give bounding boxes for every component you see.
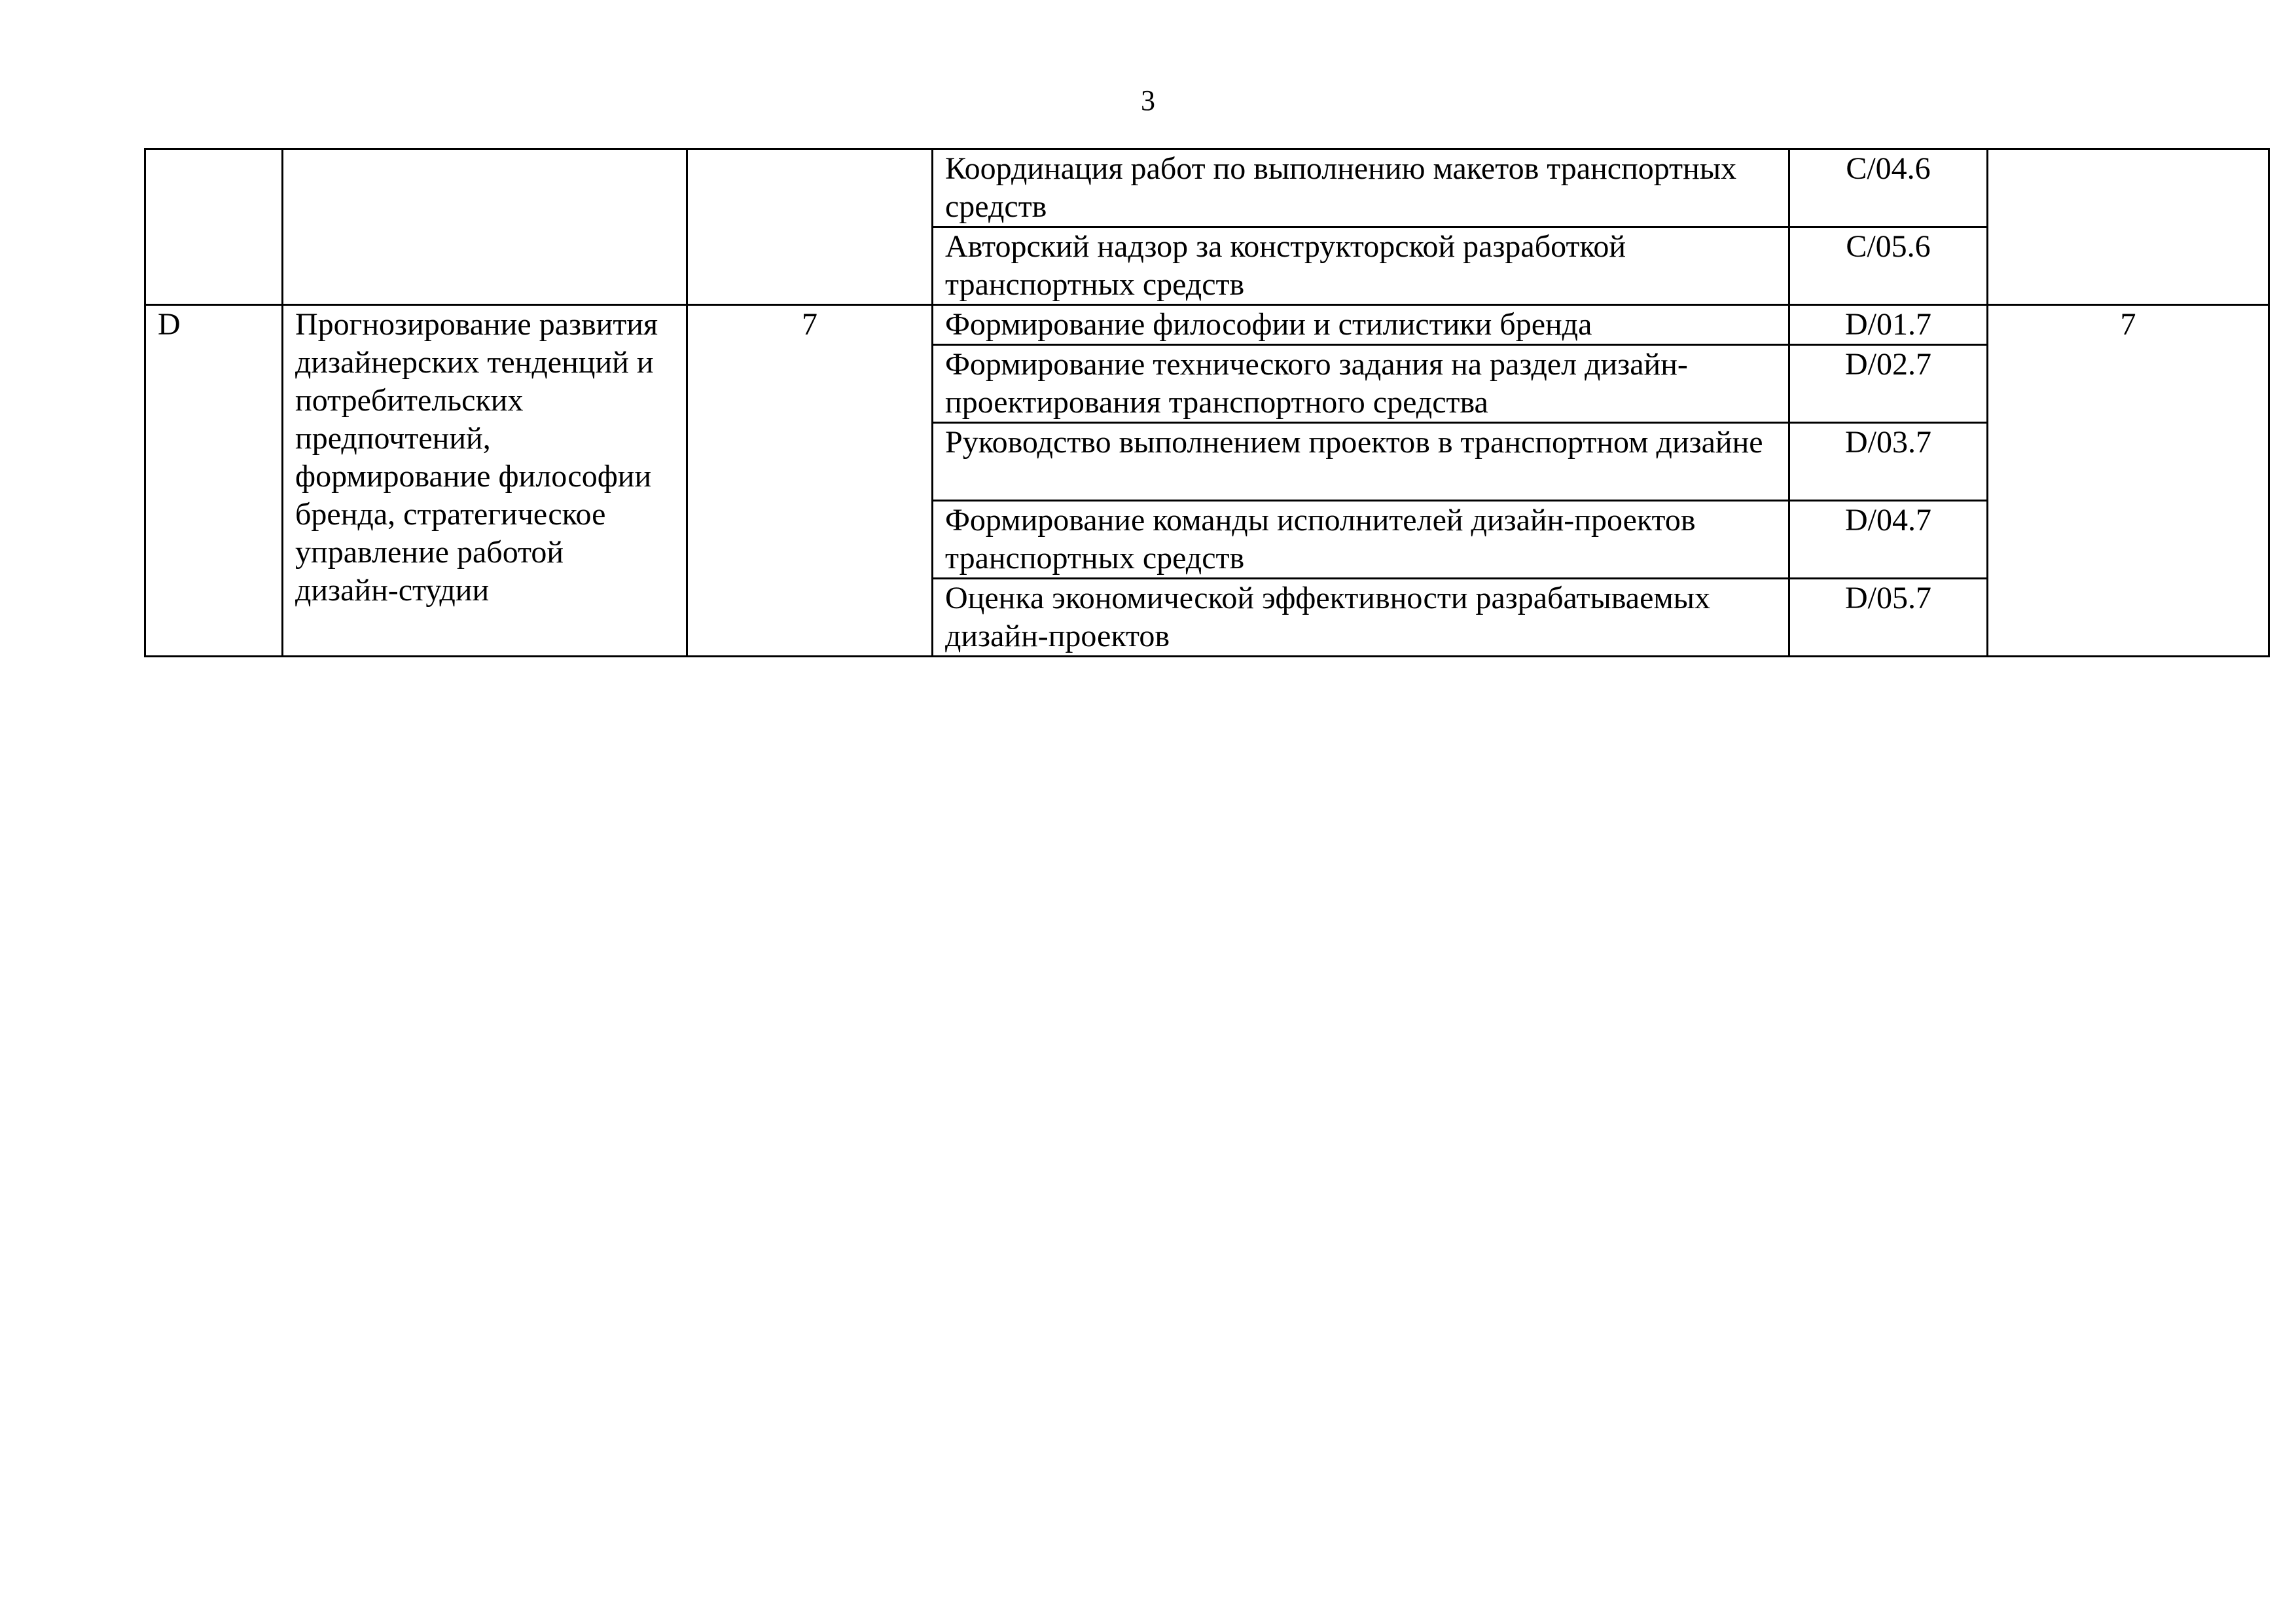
labor-function-name: Координация работ по выполнению макетов транспортных средств [933,149,1789,227]
sub-qualification-level: 7 [1988,305,2269,657]
labor-function-name: Формирование технического задания на раздел дизайн-проектирования транспортного средства [933,345,1789,423]
labor-function-name: Руководство выполнением проектов в транспортном дизайне [933,423,1789,501]
empty-sublevel-cell [1988,149,2269,305]
labor-function-name: Авторский надзор за конструкторской разработкой транспортных средств [933,227,1789,305]
generalized-function-name: Прогнозирование развития дизайнерских тенденций и потребительских предпочтений, формирование философии бренда, стратегическое управление работой дизайн-студии [283,305,687,657]
labor-function-code: D/01.7 [1789,305,1988,345]
labor-function-code: C/05.6 [1789,227,1988,305]
qualification-level: 7 [687,305,933,657]
labor-function-name: Формирование команды исполнителей дизайн-проектов транспортных средств [933,501,1789,579]
empty-function-cell [283,149,687,305]
empty-level-cell [687,149,933,305]
empty-letter-cell [145,149,283,305]
labor-function-name: Оценка экономической эффективности разрабатываемых дизайн-проектов [933,579,1789,657]
page-number: 3 [1141,84,1155,117]
table-row [145,305,2269,345]
labor-function-code: D/04.7 [1789,501,1988,579]
labor-function-name: Формирование философии и стилистики бренда [933,305,1789,345]
generalized-function-code: D [145,305,283,657]
labor-function-code: D/05.7 [1789,579,1988,657]
labor-function-code: C/04.6 [1789,149,1988,227]
functions-table [144,148,2270,657]
labor-function-code: D/03.7 [1789,423,1988,501]
table-row [145,149,2269,227]
labor-function-code: D/02.7 [1789,345,1988,423]
